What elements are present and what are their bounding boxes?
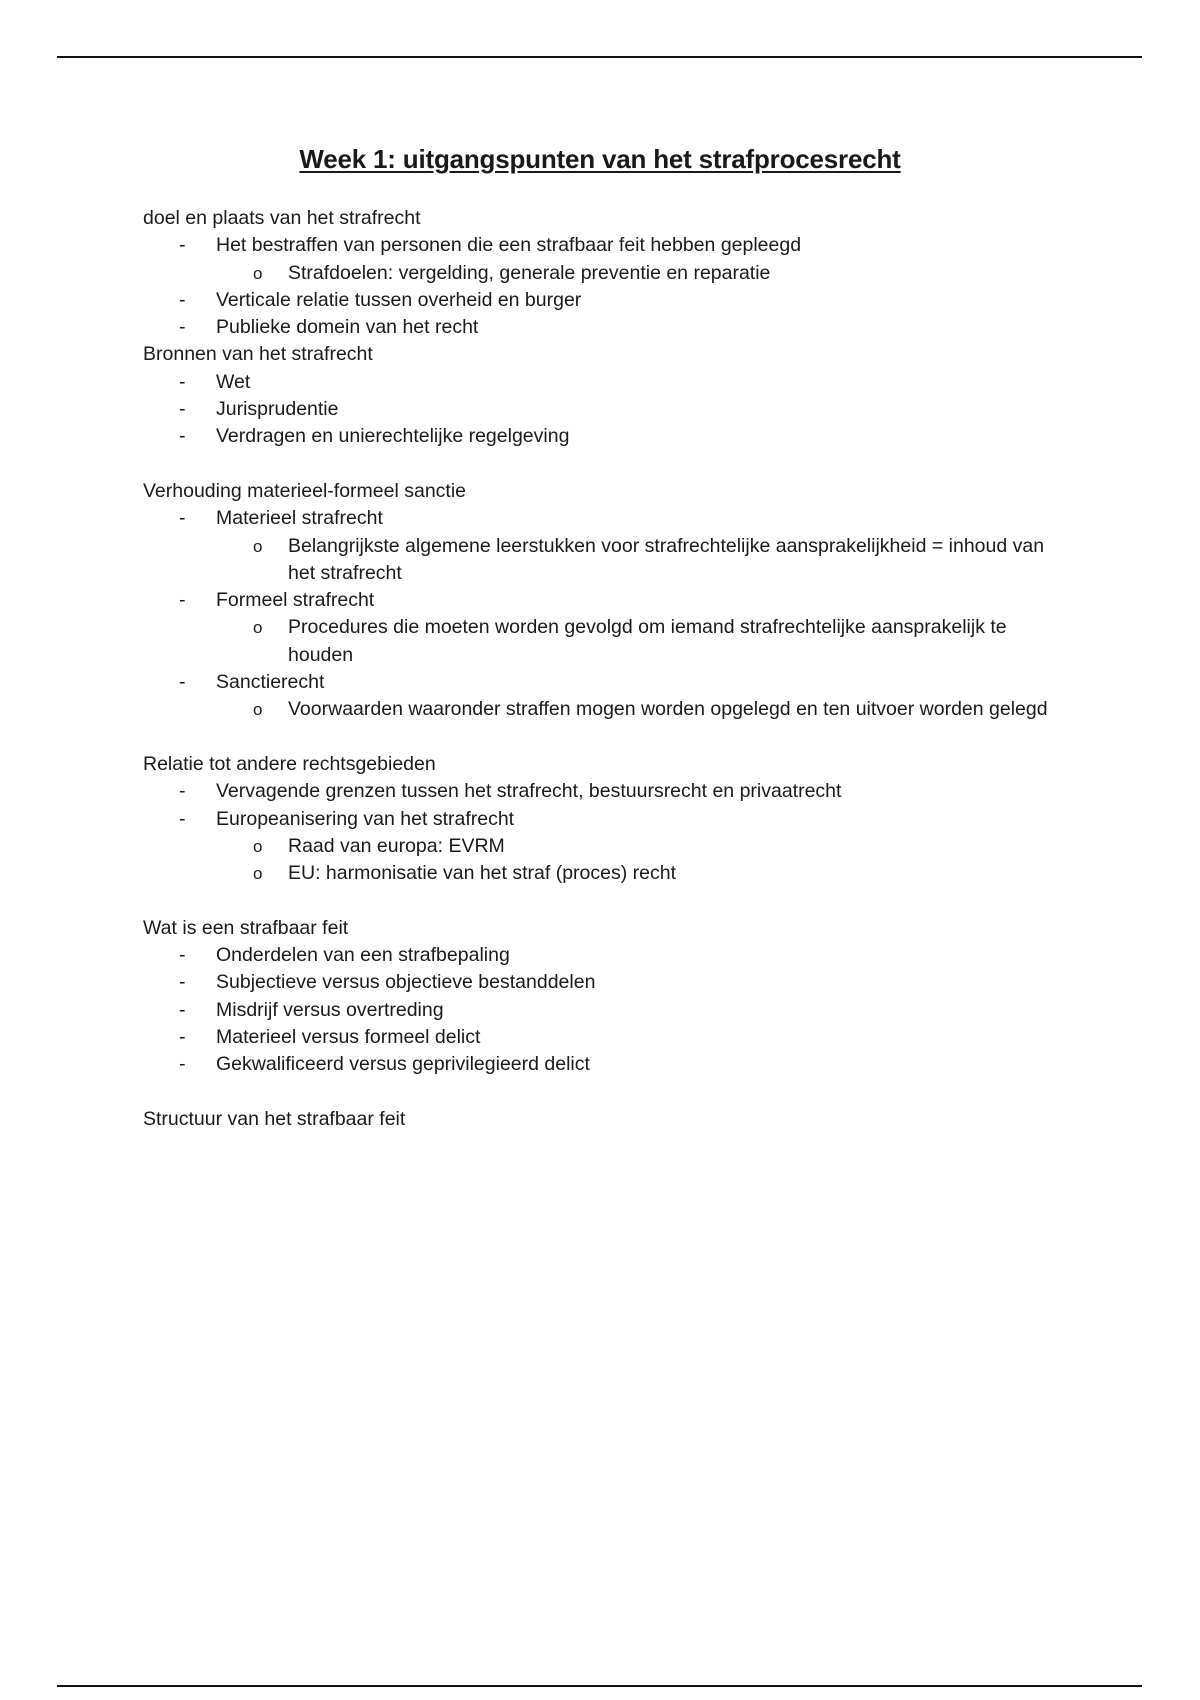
list-item-text: Misdrijf versus overtreding — [216, 998, 444, 1021]
dash-bullet: - — [179, 288, 186, 311]
list-item-text: Onderdelen van een strafbepaling — [216, 944, 510, 967]
document-body — [143, 205, 1063, 1133]
circle-bullet: o — [253, 618, 263, 638]
dash-bullet: - — [179, 944, 186, 967]
dash-bullet: - — [179, 316, 186, 339]
sub-list-item — [143, 833, 1063, 860]
list-item — [143, 287, 1063, 314]
list-item — [143, 942, 1063, 969]
sub-list-item-text: Belangrijkste algemene leerstukken voor strafrechtelijke aansprakelijkheid = inhoud van het strafrecht — [288, 534, 1045, 584]
sub-list-item — [143, 696, 1063, 723]
sub-list-item — [143, 260, 1063, 287]
dash-bullet: - — [179, 971, 186, 994]
list-item-text: Gekwalificeerd versus geprivilegieerd delict — [216, 1053, 590, 1076]
section-heading: Wat is een strafbaar feit — [143, 916, 349, 939]
list-item — [143, 669, 1063, 696]
list-item-text: Wet — [216, 370, 251, 393]
sub-list-item-text: Procedures die moeten worden gevolgd om iemand strafrechtelijke aansprakelijk te houden — [288, 616, 1007, 666]
dash-bullet: - — [179, 780, 186, 803]
dash-bullet: - — [179, 398, 186, 421]
page-title: Week 1: uitgangspunten van het strafprocesrecht — [299, 144, 901, 174]
blank-line — [143, 887, 1063, 914]
list-item-text: Verdragen en unierechtelijke regelgeving — [216, 425, 570, 448]
list-item-text: Europeanisering van het strafrecht — [216, 807, 515, 830]
list-item — [143, 423, 1063, 450]
list-item-text: Subjectieve versus objectieve bestanddelen — [216, 971, 596, 994]
sub-list-item — [143, 533, 1063, 588]
blank-line — [143, 724, 1063, 751]
list-item — [143, 396, 1063, 423]
sub-list-item — [143, 614, 1063, 669]
list-item — [143, 806, 1063, 833]
sub-list-item-text: EU: harmonisatie van het straf (proces) recht — [288, 862, 676, 885]
bottom-rule — [57, 1685, 1142, 1687]
dash-bullet: - — [179, 1025, 186, 1048]
section-heading: Bronnen van het strafrecht — [143, 343, 373, 366]
blank-line — [143, 451, 1063, 478]
section-strafbaar-feit — [143, 915, 1063, 1079]
list-item-text: Materieel strafrecht — [216, 507, 383, 530]
list-item-text: Het bestraffen van personen die een strafbaar feit hebben gepleegd — [216, 234, 802, 257]
list-item-text: Vervagende grenzen tussen het strafrecht, bestuursrecht en privaatrecht — [216, 780, 842, 803]
sub-list-item — [143, 860, 1063, 887]
dash-bullet: - — [179, 234, 186, 257]
dash-bullet: - — [179, 807, 186, 830]
list-item — [143, 587, 1063, 614]
section-verhouding — [143, 478, 1063, 724]
section-bronnen — [143, 341, 1063, 450]
top-rule — [57, 56, 1142, 58]
list-item — [143, 1024, 1063, 1051]
list-item — [143, 314, 1063, 341]
list-item — [143, 1051, 1063, 1078]
list-item — [143, 969, 1063, 996]
sub-list-item-text: Strafdoelen: vergelding, generale preventie en reparatie — [288, 261, 771, 284]
dash-bullet: - — [179, 671, 186, 694]
list-item-text: Sanctierecht — [216, 671, 325, 694]
list-item — [143, 997, 1063, 1024]
dash-bullet: - — [179, 998, 186, 1021]
list-item — [143, 778, 1063, 805]
circle-bullet: o — [253, 700, 263, 720]
list-item-text: Jurisprudentie — [216, 398, 339, 421]
list-item — [143, 369, 1063, 396]
section-heading: Structuur van het strafbaar feit — [143, 1107, 406, 1130]
circle-bullet: o — [253, 864, 263, 884]
section-structuur — [143, 1106, 1063, 1133]
dash-bullet: - — [179, 1053, 186, 1076]
circle-bullet: o — [253, 836, 263, 856]
list-item-text: Materieel versus formeel delict — [216, 1025, 481, 1048]
dash-bullet: - — [179, 507, 186, 530]
section-heading: Relatie tot andere rechtsgebieden — [143, 752, 436, 775]
section-doel-en-plaats — [143, 205, 1063, 341]
dash-bullet: - — [179, 589, 186, 612]
list-item — [143, 505, 1063, 532]
list-item-text: Formeel strafrecht — [216, 589, 375, 612]
dash-bullet: - — [179, 370, 186, 393]
list-item — [143, 232, 1063, 259]
section-heading: Verhouding materieel-formeel sanctie — [143, 479, 467, 502]
circle-bullet: o — [253, 536, 263, 556]
section-heading: doel en plaats van het strafrecht — [143, 207, 421, 229]
sub-list-item-text: Raad van europa: EVRM — [288, 834, 505, 857]
section-relatie — [143, 751, 1063, 887]
blank-line — [143, 1079, 1063, 1106]
sub-list-item-text: Voorwaarden waaronder straffen mogen worden opgelegd en ten uitvoer worden gelegd — [288, 698, 1048, 721]
list-item-text: Publieke domein van het recht — [216, 316, 479, 339]
list-item-text: Verticale relatie tussen overheid en burger — [216, 288, 582, 311]
dash-bullet: - — [179, 425, 186, 448]
circle-bullet: o — [253, 263, 263, 283]
